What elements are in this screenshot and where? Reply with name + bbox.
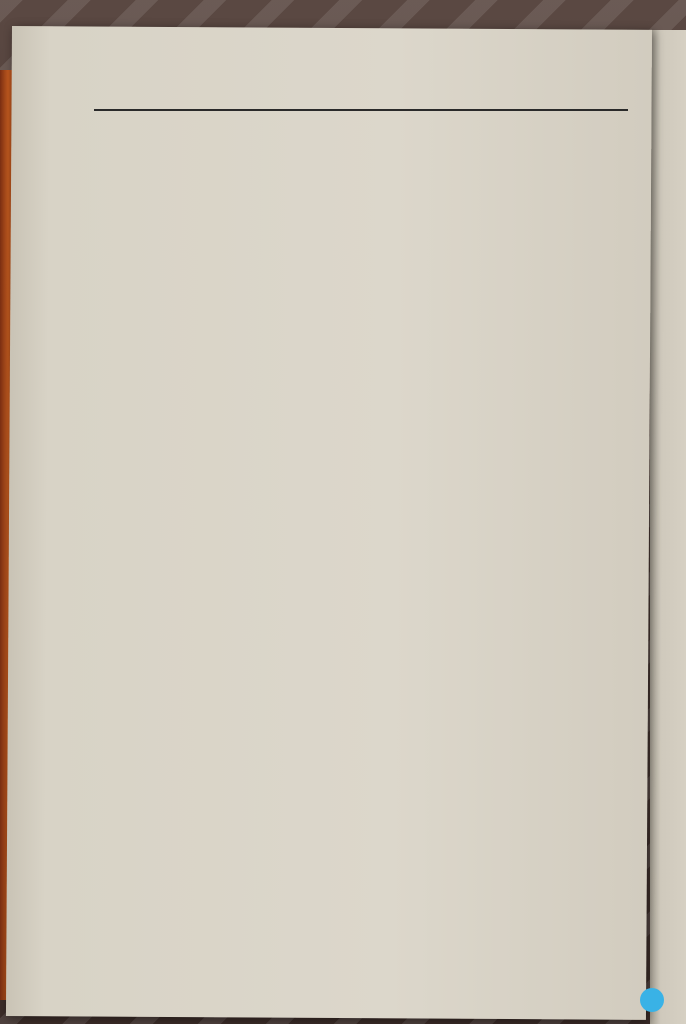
table-of-contents: [94, 87, 630, 121]
page-number: [94, 87, 630, 107]
watermark-o: [640, 988, 664, 1012]
book-page: [6, 26, 652, 1020]
facing-page-edge: [650, 30, 686, 1024]
watermark-logo: [640, 983, 664, 1014]
header-rule: [94, 109, 628, 111]
